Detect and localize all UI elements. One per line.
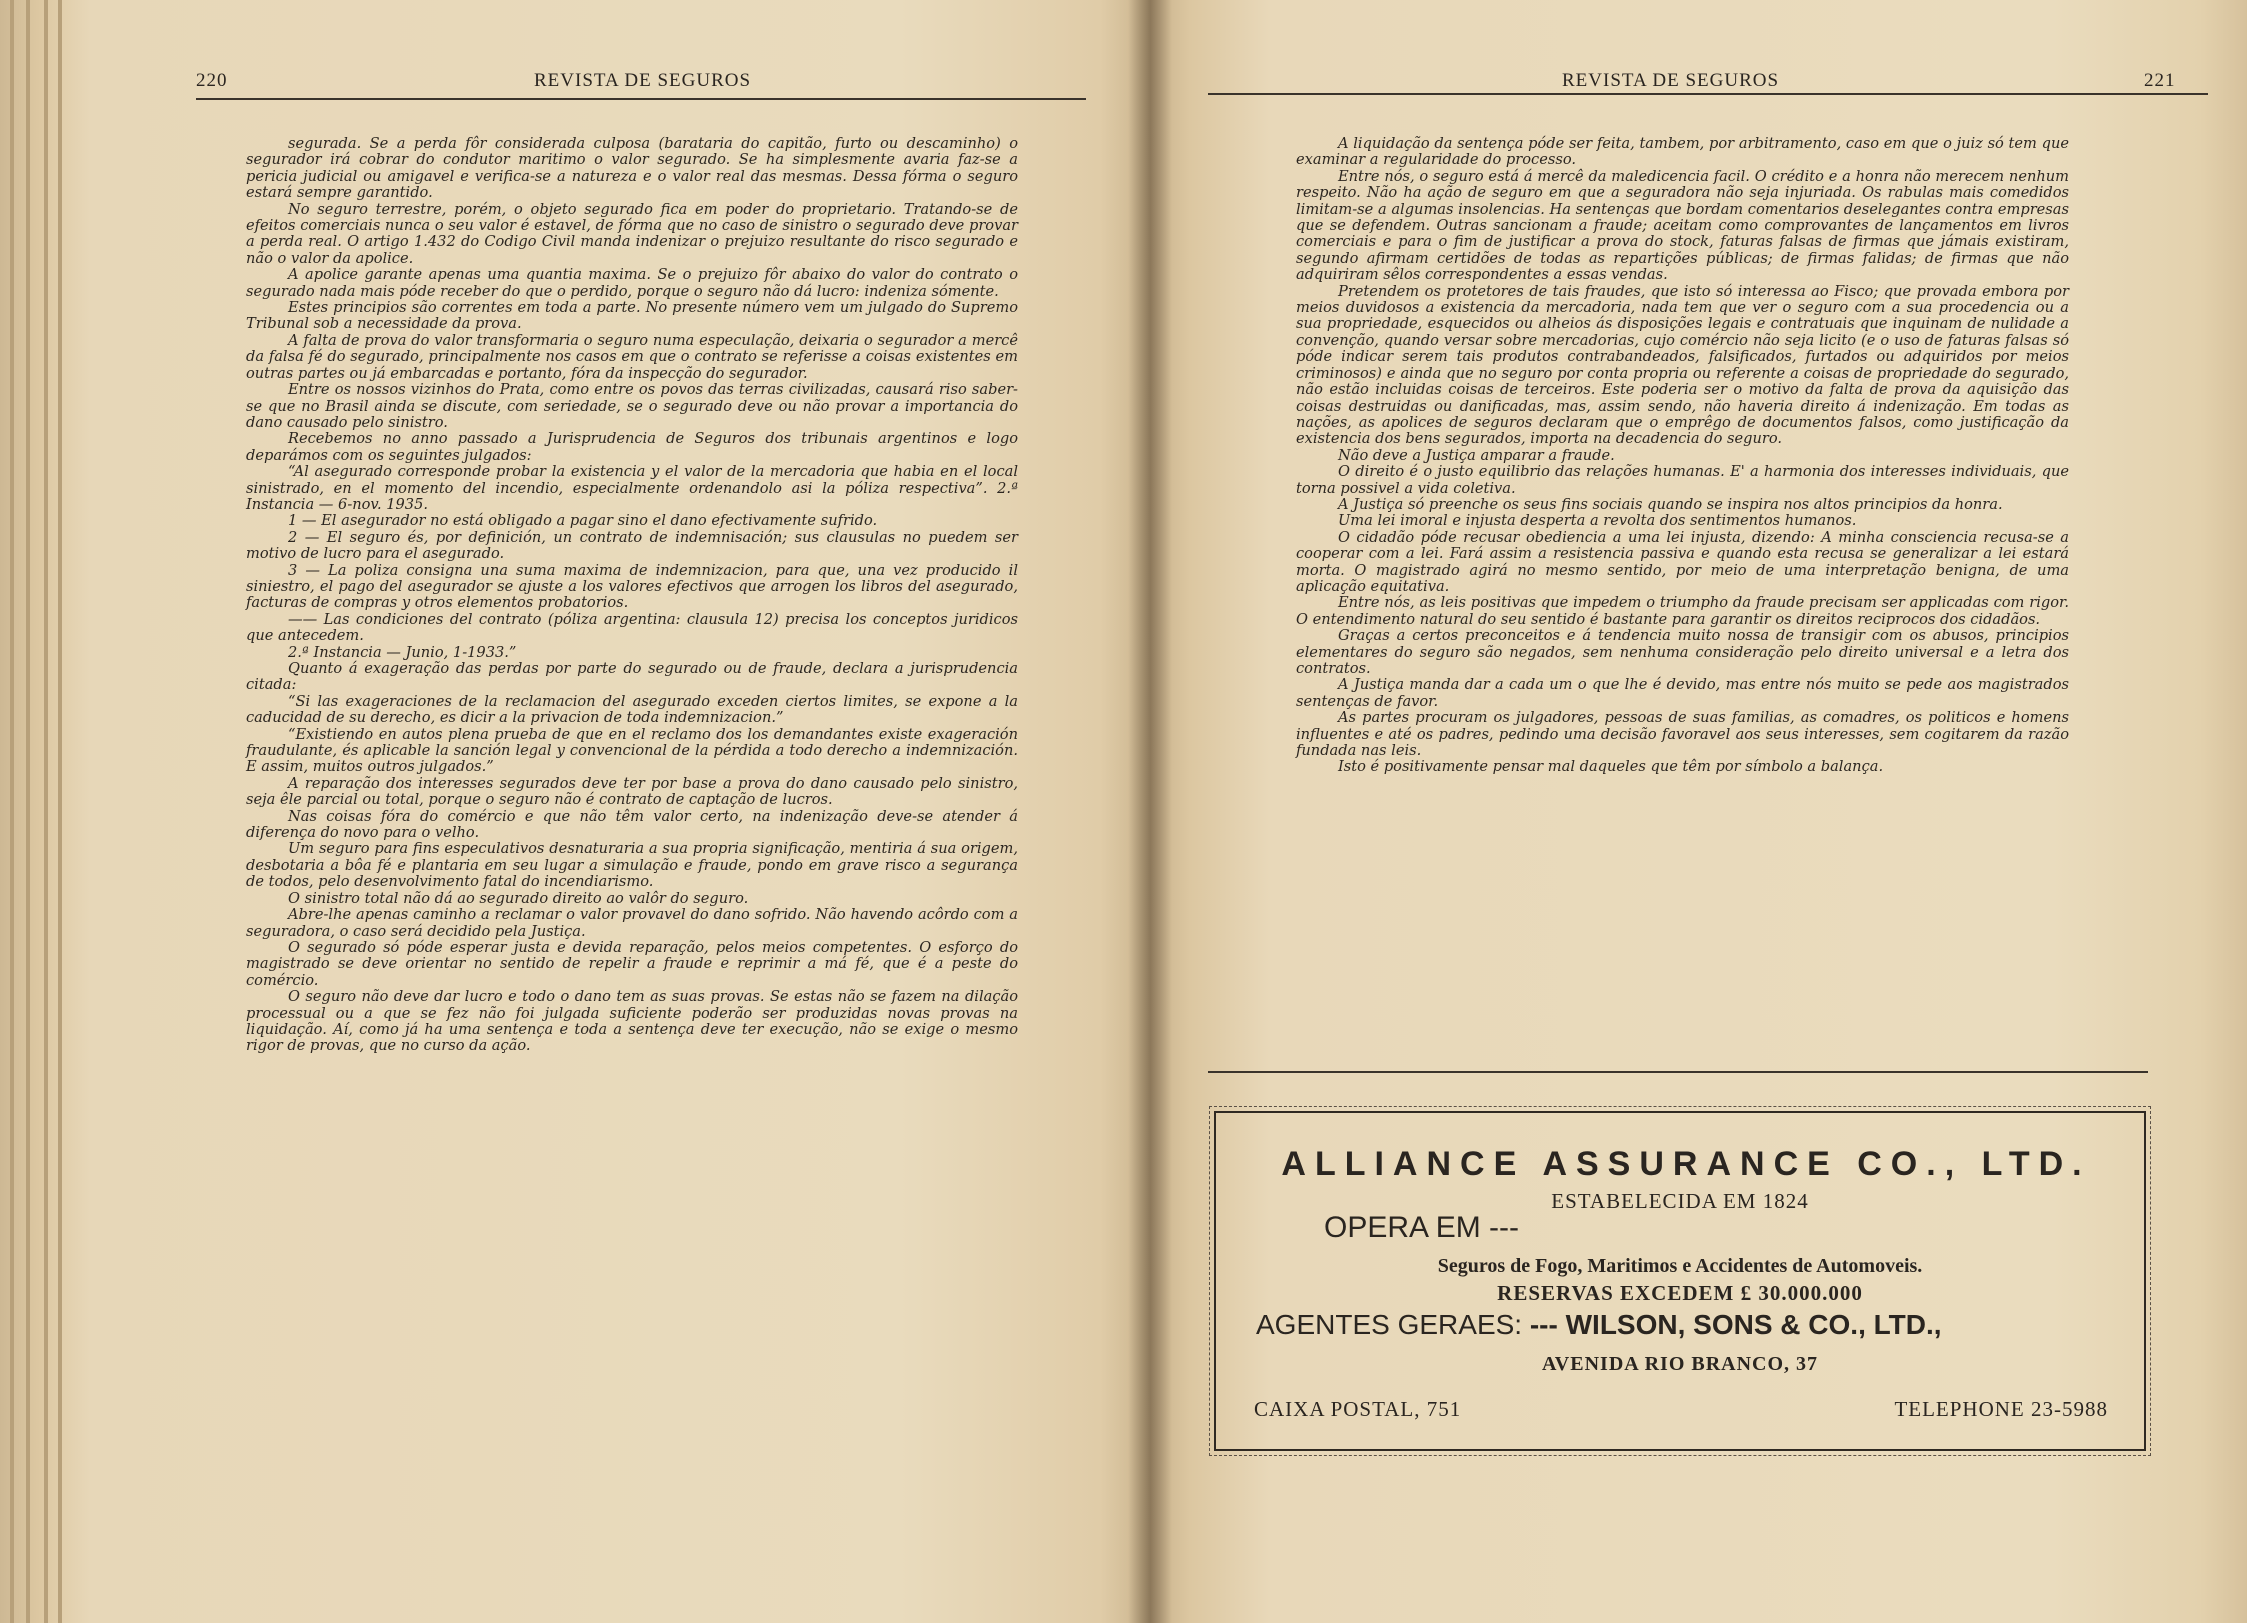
page-edge-strip — [10, 0, 14, 1623]
ad-agents — [1256, 1309, 1942, 1341]
paragraph: segurada. Se a perda fôr considerada culposa (barataria do capitão, furto ou descaminho) o segurador irá cobrar do condutor maritimo o valor segurado. Se ha simplesmente avaria faz-se a pericia judicial ou amigavel e verifica-se a natureza e o valor real das mesmas. Dessa fórma o seguro estará sempre garantido. — [246, 135, 1018, 202]
paragraph: Entre nós, as leis positivas que impedem o triumpho da fraude precisam ser applicadas com rigor. O entendimento natural do seu sentido é bastante para garantir os direitos reciprocos dos cidadãos. — [1296, 594, 2069, 628]
left-page-number: 220 — [196, 70, 228, 91]
paragraph: Entre os nossos vizinhos do Prata, como entre os povos das terras civilizadas, causará riso saber-se que no Brasil ainda se discute, com seriedade, se o segurado deve ou não provar a importancia do dano causado pelo sinistro. — [246, 381, 1018, 431]
paragraph: Graças a certos preconceitos e á tendencia muito nossa de transigir com os abusos, principios elementares do seguro são negados, sem nenhuma consideração pelo direito universal e a letra dos contratos. — [1296, 627, 2069, 677]
paragraph: A apolice garante apenas uma quantia maxima. Se o prejuizo fôr abaixo do valor do contrato o segurado nada mais póde receber do que o perdido, porque o seguro não dá lucro: indeniza sómente. — [246, 266, 1018, 300]
paragraph: A Justiça só preenche os seus fins sociais quando se inspira nos altos principios da honra. — [1338, 495, 2003, 513]
book-gutter — [1128, 0, 1172, 1623]
right-running-head — [1208, 70, 2176, 100]
paragraph: 1 — El asegurador no está obligado a pagar sino el dano efectivamente sufrido. — [288, 512, 878, 530]
paragraph: “Al asegurado corresponde probar la existencia y el valor de la mercadoria que habia en el local sinistrado, en el momento del incendio, especialmente ordenandolo asi la póliza respectiva”. 2.ª Instancia — 6-nov. 1935. — [246, 463, 1018, 513]
paragraph: O sinistro total não dá ao segurado direito ao valôr do seguro. — [288, 889, 749, 907]
paragraph: —— Las condiciones del contrato (póliza argentina: clausula 12) precisa los conceptos juridicos que antecedem. — [246, 610, 1018, 645]
paragraph: Um seguro para fins especulativos desnaturaria a sua propria significação, mentiria á sua origem, desbotaria a bôa fé e plantaria em seu lugar a simulação e fraude, pondo em grave risco a segurança de todos, pelo desenvolvimento fatal do incendiarismo. — [246, 840, 1018, 891]
ad-opera: OPERA EM --- — [1324, 1211, 1520, 1244]
paragraph: Uma lei imoral e injusta desperta a revolta dos sentimentos humanos. — [1338, 512, 1857, 530]
ad-lines-of-business: Seguros de Fogo, Maritimos e Accidentes de Automoveis. — [1437, 1255, 1923, 1277]
left-head-rule — [196, 98, 1086, 100]
right-article-text — [1296, 136, 2069, 776]
paragraph: Isto é positivamente pensar mal daqueles que têm por símbolo a balança. — [1338, 758, 1884, 776]
paragraph: Entre nós, o seguro está á mercê da maledicencia facil. O crédito e a honra não merecem nenhum respeito. Não ha ação de seguro em que a seguradora não seja injuriada. Os rabulas mais comedidos limitam-se a algumas insolencias. Ha sentenças que bordam comentarios deselegantes contra empresas que se defendem. Outras sancionam a fraude; aceitam como comprovantes de lançamentos em livros comerciais e para o fim de justificar a prova do stock, faturas falsas de firmas que jámais existiram, segundo afirmam certidões de todas as repartições públicas; de firmas falidas; de firmas que não adquiriram sêlos correspondentes a essas vendas. — [1296, 167, 2069, 284]
paragraph: O direito é o justo equilibrio das relações humanas. E' a harmonia dos interesses individuais, que torna possivel a vida coletiva. — [1296, 463, 2069, 497]
paragraph: A falta de prova do valor transformaria o seguro numa especulação, deixaria o segurador a mercê da falsa fé do segurado, principalmente nos casos em que o contrato se referisse a coisas existentes em outras partes ou já embarcadas e portanto, fóra da inspecção do segurador. — [246, 331, 1018, 382]
paragraph: A reparação dos interesses segurados deve ter por base a prova do dano causado pelo sinistro, seja êle parcial ou total, porque o seguro não é contrato de captação de lucros. — [246, 774, 1018, 809]
paragraph: O segurado só póde esperar justa e devida reparação, pelos meios competentes. O esforço do magistrado se deve orientar no sentido de repelir a fraude e reprimir a má fé, que é a peste do comércio. — [246, 938, 1018, 989]
ad-po-box: CAIXA POSTAL, 751 — [1254, 1397, 1462, 1421]
right-page-number: 221 — [2144, 70, 2176, 91]
left-running-title: REVISTA DE SEGUROS — [534, 70, 752, 91]
paragraph: “Si las exageraciones de la reclamacion del asegurado exceden ciertos limites, se expone a la caducidad de su derecho, es dicir a la privacion de toda indemnizacion.” — [246, 692, 1018, 727]
paragraph: 2 — El seguro és, por definición, un contrato de indemnisación; sus clausulas no puedem ser motivo de lucro para el asegurado. — [246, 528, 1018, 563]
ad-reserves: RESERVAS EXCEDEM £ 30.000.000 — [1497, 1281, 1863, 1305]
paragraph: As partes procuram os julgadores, pessoas de suas familias, as comadres, os politicos e homens influentes e até os padres, pedindo uma decisão favoravel aos seus interesses, sem cogitarem da razão fundada nas leis. — [1296, 709, 2069, 760]
ad-company-name: ALLIANCE ASSURANCE CO., LTD. — [1281, 1145, 2091, 1183]
page-edge-strip — [58, 0, 62, 1623]
advertisement-box — [1214, 1111, 2146, 1451]
ad-separator-rule — [1208, 1071, 2148, 1073]
right-running-title: REVISTA DE SEGUROS — [1562, 70, 1780, 91]
paragraph: Pretendem os protetores de tais fraudes, que isto só interessa ao Fisco; que provada embora por meios duvidosos a existencia da mercadoria, nada tem que ver o seguro com a sua procedencia ou a sua propriedade, esquecidos ou alheios ás disposições legais e contratuais que inquinam de nulidade a convenção, quando versar sobre mercadorias, cujo comércio não seja licito (e o uso de faturas falsas só póde indicar serem tais produtos contrabandeados, falsificados, furtados ou adquiridos por meios criminosos) e ainda que no seguro por conta propria ou referente a coisas de propriedade do segurado, não estão incluidas coisas de terceiros. Este poderia ser o motivo da falta de prova da aquisição das coisas destruidas ou danificadas, mas, assim sendo, não haveria direito á indenização. Em todas as nações, as apolices de seguros declaram que o emprêgo de documentos falsos, como justificação da existencia dos bens segurados, importa na decadencia do seguro. — [1296, 282, 2069, 448]
paragraph: No seguro terrestre, porém, o objeto segurado fica em poder do proprietario. Tratando-se de efeitos comerciais nunca o seu valor é estavel, de fórma que no caso de sinistro o segurado deve provar a perda real. O artigo 1.432 do Codigo Civil manda indenizar o prejuizo resultante do risco segurado e não o valor da apolice. — [246, 200, 1018, 267]
paragraph: Nas coisas fóra do comércio e que não têm valor certo, na indenização deve-se atender á diferença do novo para o velho. — [246, 807, 1018, 842]
left-running-head — [196, 70, 1086, 100]
ad-agents-name: --- WILSON, SONS & CO., LTD., — [1529, 1309, 1942, 1340]
paragraph: 2.ª Instancia — Junio, 1-1933.” — [288, 643, 517, 661]
paragraph: O seguro não deve dar lucro e todo o dano tem as suas provas. Se estas não se fazem na dilação processual ou a que se fez não foi julgada suficiente poderão ser produzidas novas provas na liquidação. Aí, como já ha uma sentença e toda a sentença deve ter execução, não se exige o mesmo rigor de provas, que no curso da ação. — [246, 988, 1018, 1055]
paragraph: A Justiça manda dar a cada um o que lhe é devido, mas entre nós muito se pede aos magistrados sentenças de favor. — [1296, 676, 2069, 710]
paragraph: 3 — La poliza consigna una suma maxima de indemnizacion, para que, una vez producido il siniestro, el pago del asegurador se ajuste a los valores efectivos que arrogen los libros del asegurado, facturas de compras y otros elementos probatorios. — [246, 561, 1018, 612]
paragraph: Recebemos no anno passado a Jurisprudencia de Seguros dos tribunais argentinos e logo deparámos com os seguintes julgados: — [246, 430, 1018, 464]
page-edge-strip — [44, 0, 48, 1623]
ad-telephone: TELEPHONE 23-5988 — [1894, 1397, 2108, 1421]
paragraph: “Existiendo en autos plena prueba de que en el reclamo dos los demandantes existe exageración fraudulante, és aplicable la sanción legal y convencional de la pérdida a todo derecho a indemnización. E assim, muitos outros julgados.” — [246, 725, 1018, 776]
ad-established: ESTABELECIDA EM 1824 — [1551, 1189, 1809, 1213]
ad-address: AVENIDA RIO BRANCO, 37 — [1541, 1353, 1819, 1375]
paragraph: Estes principios são correntes em toda a parte. No presente número vem um julgado do Supremo Tribunal sob a necessidade da prova. — [246, 299, 1018, 333]
paragraph: Não deve a Justiça amparar a fraude. — [1338, 446, 1615, 464]
paragraph: Abre-lhe apenas caminho a reclamar o valor provavel do dano sofrido. Não havendo acôrdo com a seguradora, o caso será decidido pela Justiça. — [246, 906, 1018, 940]
paragraph: A liquidação da sentença póde ser feita, tambem, por arbitramento, caso em que o juiz só tem que examinar a regularidade do processo. — [1296, 135, 2069, 169]
page-edge-strip — [26, 0, 30, 1623]
paragraph: Quanto á exageração das perdas por parte do segurado ou de fraude, declara a jurisprudencia citada: — [246, 660, 1018, 694]
ad-agents-label: AGENTES GERAES: — [1256, 1309, 1523, 1340]
left-article-text — [246, 136, 1018, 1055]
right-head-rule — [1208, 93, 2208, 95]
paragraph: O cidadão póde recusar obediencia a uma lei injusta, dizendo: A minha consciencia recusa-se a cooperar com a lei. Fará assim a resistencia passiva e quando esta recusa se generalizar a lei estará morta. O magistrado agirá no mesmo sentido, por meio de uma interpretação benigna, de uma aplicação equitativa. — [1296, 528, 2069, 595]
